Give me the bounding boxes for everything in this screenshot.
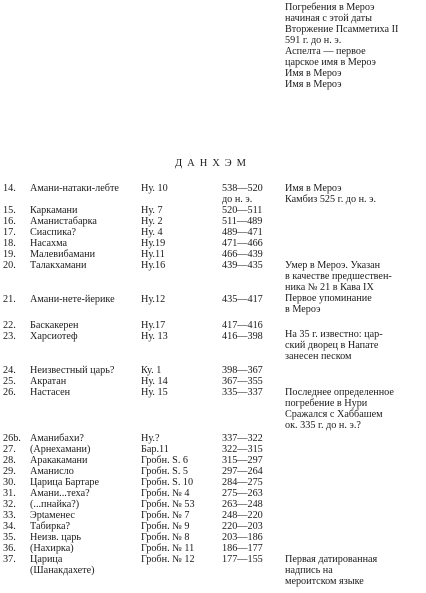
tomb-ref: Гробн. № 9 <box>141 521 190 532</box>
reign-dates: 367—355 <box>222 376 263 387</box>
note-line: Имя в Мероэ <box>285 68 342 79</box>
row-number: 36. <box>3 543 16 554</box>
row-number: 35. <box>3 532 16 543</box>
note-block <box>285 554 377 587</box>
row-number: 29. <box>3 466 16 477</box>
note-line: Вторжение Псамметиха II <box>285 24 399 35</box>
note-block <box>285 329 383 362</box>
tomb-ref: Ку. 1 <box>141 365 162 376</box>
row-number: 30. <box>3 477 16 488</box>
date-suffix: до н. э. <box>222 194 253 205</box>
reign-dates: 315—297 <box>222 455 263 466</box>
tomb-ref: Гробн. № 4 <box>141 488 190 499</box>
table-row <box>0 376 426 387</box>
note-line: начиная с этой даты <box>285 13 372 24</box>
row-number: 18. <box>3 238 16 249</box>
tomb-ref: Бар.11 <box>141 444 169 455</box>
note-line: занесен песком <box>285 351 352 362</box>
reign-dates: 275—263 <box>222 488 263 499</box>
ruler-name: Малевибамани <box>30 249 96 260</box>
table-row <box>0 499 426 510</box>
tomb-ref: Гробн. S. 10 <box>141 477 194 488</box>
row-number: 20. <box>3 260 16 271</box>
note-line: Первое упоминание <box>285 293 372 304</box>
reign-dates: 538—520 <box>222 183 263 194</box>
note-block <box>285 183 376 205</box>
row-number: 14. <box>3 183 16 194</box>
reign-dates: 297—264 <box>222 466 263 477</box>
tomb-ref: Ну.? <box>141 433 160 444</box>
ruler-name: Табирка? <box>30 521 71 532</box>
reign-dates: 220—203 <box>222 521 263 532</box>
reign-dates: 435—417 <box>222 294 263 305</box>
ruler-name: Амани-натаки-лебте <box>30 183 119 194</box>
note-line: Первая датированная <box>285 554 378 565</box>
ruler-name: Аракакамани <box>30 455 88 466</box>
reign-dates: 466—439 <box>222 249 263 260</box>
row-number: 21. <box>3 294 16 305</box>
note-line: Аспелта — первое <box>285 46 366 57</box>
table-row <box>0 488 426 499</box>
row-number: 17. <box>3 227 16 238</box>
note-line: ок. 335 г. до н. э.? <box>285 420 361 431</box>
table-row <box>0 521 426 532</box>
reign-dates: 416—398 <box>222 331 263 342</box>
row-number: 15. <box>3 205 16 216</box>
note-line: Сражался с Хаббашем <box>285 409 383 420</box>
row-number: 32. <box>3 499 16 510</box>
table-row <box>0 466 426 477</box>
table-row <box>0 216 426 227</box>
row-number: 33. <box>3 510 16 521</box>
tomb-ref: Гробн. S. 5 <box>141 466 189 477</box>
reign-dates: 417—416 <box>222 320 263 331</box>
reign-dates: 177—155 <box>222 554 263 565</box>
table-row <box>0 205 426 216</box>
tomb-ref: Ну.16 <box>141 260 166 271</box>
tomb-ref: Гробн. № 8 <box>141 532 190 543</box>
tomb-ref: Ну.12 <box>141 294 166 305</box>
reign-dates: 439—435 <box>222 260 263 271</box>
note-line: Последнее определенное <box>285 387 394 398</box>
row-number: 28. <box>3 455 16 466</box>
note-line: Умер в Мероэ. Указан <box>285 260 381 271</box>
ruler-name: Аманибахи? <box>30 433 84 444</box>
ruler-name: (Арнехамани) <box>30 444 91 455</box>
table-row <box>0 238 426 249</box>
reign-dates: 337—322 <box>222 433 263 444</box>
table-row <box>0 227 426 238</box>
row-number: 22. <box>3 320 16 331</box>
note-line: Имя в Мероэ <box>285 79 342 90</box>
row-number: 31. <box>3 488 16 499</box>
reign-dates: 335—337 <box>222 387 263 398</box>
tomb-ref: Ну.17 <box>141 320 166 331</box>
ruler-name-cont: (Шанакдахете) <box>30 565 95 576</box>
note-block <box>285 387 394 431</box>
note-block <box>285 260 392 315</box>
note-line: Камбиз 525 г. до н. э. <box>285 194 377 205</box>
tomb-ref: Ну. 2 <box>141 216 163 227</box>
top-notes <box>285 2 425 90</box>
tomb-ref: Ну. 7 <box>141 205 163 216</box>
reign-dates: 520—511 <box>222 205 263 216</box>
tomb-ref: Гробн. № 11 <box>141 543 195 554</box>
ruler-name: Каркамани <box>30 205 78 216</box>
ruler-name: Неизвестный царь? <box>30 365 115 376</box>
note-line: Погребения в Мероэ <box>285 2 375 13</box>
table-row <box>0 249 426 260</box>
tomb-ref: Ну. 14 <box>141 376 168 387</box>
ruler-name: (...пнайка?) <box>30 499 80 510</box>
reign-dates: 263—248 <box>222 499 263 510</box>
row-number: 16. <box>3 216 16 227</box>
row-number: 19. <box>3 249 16 260</box>
table-row <box>0 477 426 488</box>
reign-dates: 284—275 <box>222 477 263 488</box>
section-heading: ДАНХЭМ <box>174 158 252 169</box>
note-line: Имя в Мероэ <box>285 183 342 194</box>
row-number: 34. <box>3 521 16 532</box>
reign-dates: 511—489 <box>222 216 263 227</box>
reign-dates: 322—315 <box>222 444 263 455</box>
row-number: 27. <box>3 444 16 455</box>
ruler-name: Насахма <box>30 238 68 249</box>
ruler-name: Неизв. царь <box>30 532 81 543</box>
row-number: 25. <box>3 376 16 387</box>
tomb-ref: Гробн. № 53 <box>141 499 195 510</box>
ruler-name: Сиаспика? <box>30 227 77 238</box>
ruler-name: Эрtаменес <box>30 510 75 521</box>
reign-dates: 471—466 <box>222 238 263 249</box>
ruler-name: Амани...теха? <box>30 488 90 499</box>
reign-dates: 186—177 <box>222 543 263 554</box>
reign-dates: 203—186 <box>222 532 263 543</box>
table-row <box>0 455 426 466</box>
note-line: в качестве предшествен- <box>285 271 392 282</box>
note-line: погребение в Нури <box>285 398 368 409</box>
reign-dates: 248—220 <box>222 510 263 521</box>
note-line: ника № 21 в Кава IX <box>285 282 374 293</box>
tomb-ref: Ну.19 <box>141 238 166 249</box>
ruler-name: Аманистабарка <box>30 216 97 227</box>
note-line: 591 г. до н. э. <box>285 35 342 46</box>
tomb-ref: Ну. 4 <box>141 227 163 238</box>
ruler-name: Аманисло <box>30 466 74 477</box>
ruler-name: Настасен <box>30 387 71 398</box>
table-row <box>0 510 426 521</box>
tomb-ref: Ну. 10 <box>141 183 168 194</box>
ruler-name: Царица Бартаре <box>30 477 99 488</box>
note-line: в Мероэ <box>285 304 321 315</box>
reign-dates: 398—367 <box>222 365 263 376</box>
tomb-ref: Гробн. № 12 <box>141 554 195 565</box>
table-row <box>0 365 426 376</box>
ruler-name: Харсиотеф <box>30 331 78 342</box>
note-line: царское имя в Мероэ <box>285 57 376 68</box>
tomb-ref: Ну. 15 <box>141 387 168 398</box>
note-line: надпись на <box>285 565 333 576</box>
row-number: 26. <box>3 387 16 398</box>
row-number: 24. <box>3 365 16 376</box>
tomb-ref: Ну.11 <box>141 249 165 260</box>
ruler-name: Талакхамани <box>30 260 87 271</box>
ruler-name: Баскакерен <box>30 320 79 331</box>
tomb-ref: Ну. 13 <box>141 331 168 342</box>
table-row <box>0 433 426 444</box>
ruler-name: (Нахирка) <box>30 543 74 554</box>
ruler-name: Акратан <box>30 376 67 387</box>
ruler-name: Амани-нете-йерике <box>30 294 115 305</box>
note-line: мероитском языке <box>285 576 364 587</box>
note-line: ский дворец в Напате <box>285 340 379 351</box>
ruler-name: Царица <box>30 554 63 565</box>
reign-dates: 489—471 <box>222 227 263 238</box>
row-number: 26b. <box>3 433 21 444</box>
table-row <box>0 444 426 455</box>
table-row <box>0 532 426 543</box>
note-line: На 35 г. известно: цар- <box>285 329 383 340</box>
tomb-ref: Гробн. S. 6 <box>141 455 189 466</box>
row-number: 37. <box>3 554 16 565</box>
row-number: 23. <box>3 331 16 342</box>
tomb-ref: Гробн. № 7 <box>141 510 190 521</box>
table-row <box>0 543 426 554</box>
